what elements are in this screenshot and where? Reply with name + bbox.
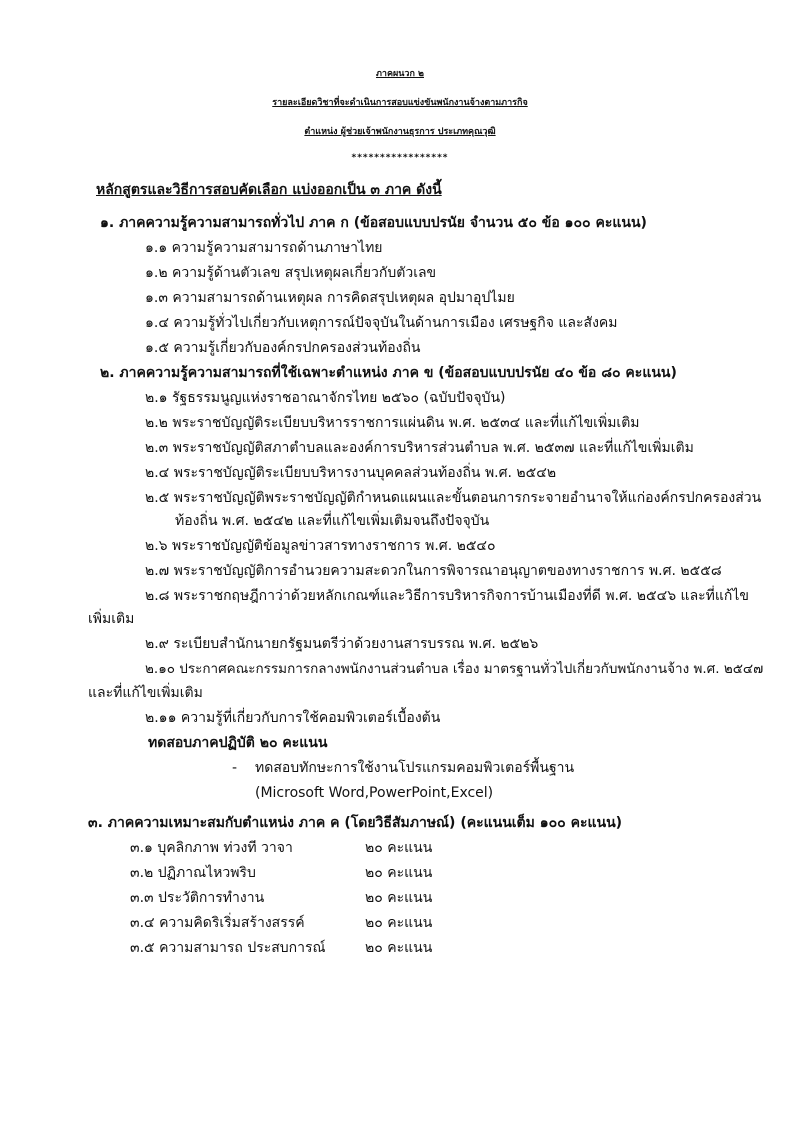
list-item: ๒.๑๑ ความรู้ที่เกี่ยวกับการใช้คอมพิวเตอร์เบื้องต้น xyxy=(145,710,441,726)
list-item: ๑.๓ ความสามารถด้านเหตุผล การคิดสรุปเหตุผล อุปมาอุปไมย xyxy=(145,290,515,306)
practical-software: (Microsoft Word,PowerPoint,Excel) xyxy=(255,785,494,801)
list-item: ๒.๓ พระราชบัญญัติสภาตำบลและองค์การบริหารส่วนตำบล พ.ศ. ๒๕๓๗ และที่แก้ไขเพิ่มเติม xyxy=(145,440,694,456)
criteria-score: ๒๐ คะแนน xyxy=(365,915,433,931)
intro-heading: หลักสูตรและวิธีการสอบคัดเลือก แบ่งออกเป็น ๓ ภาค ดังนี้ xyxy=(96,182,442,198)
section1-heading: ๑. ภาคความรู้ความสามารถทั่วไป ภาค ก (ข้อสอบแบบปรนัย จำนวน ๕๐ ข้อ ๑๐๐ คะแนน) xyxy=(100,215,647,231)
star-divider: ***************** xyxy=(351,153,449,163)
list-item-continuation: และที่แก้ไขเพิ่มเติม xyxy=(88,685,203,701)
criteria-label: ๓.๒ ปฏิภาณไหวพริบ xyxy=(130,865,256,881)
list-item: ๒.๔ พระราชบัญญัติระเบียบบริหารงานบุคคลส่วนท้องถิ่น พ.ศ. ๒๕๔๒ xyxy=(145,465,557,481)
practical-heading: ทดสอบภาคปฏิบัติ ๒๐ คะแนน xyxy=(148,735,328,751)
list-item: ๑.๔ ความรู้ทั่วไปเกี่ยวกับเหตุการณ์ปัจจุบันในด้านการเมือง เศรษฐกิจ และสังคม xyxy=(145,315,618,331)
list-item: ๒.๕ พระราชบัญญัติพระราชบัญญัติกำหนดแผนและขั้นตอนการกระจายอำนาจให้แก่องค์กรปกครองส่วน xyxy=(145,490,762,506)
list-item: ๒.๘ พระราชกฤษฎีกาว่าด้วยหลักเกณฑ์และวิธีการบริหารกิจการบ้านเมืองที่ดี พ.ศ. ๒๕๔๖ และที่แก้ไข xyxy=(145,588,750,604)
list-item: ๒.๑ รัฐธรรมนูญแห่งราชอาณาจักรไทย ๒๕๖๐ (ฉบับปัจจุบัน) xyxy=(145,390,506,406)
list-item: ๒.๖ พระราชบัญญัติข้อมูลข่าวสารทางราชการ พ.ศ. ๒๕๔๐ xyxy=(145,538,496,554)
list-item: ๑.๒ ความรู้ด้านตัวเลข สรุปเหตุผลเกี่ยวกับตัวเลข xyxy=(145,265,437,281)
list-item-continuation: เพิ่มเติม xyxy=(88,611,135,627)
criteria-label: ๓.๕ ความสามารถ ประสบการณ์ xyxy=(130,940,326,956)
practical-item: ทดสอบทักษะการใช้งานโปรแกรมคอมพิวเตอร์พื้นฐาน xyxy=(255,760,575,776)
practical-dash: - xyxy=(232,760,238,776)
criteria-score: ๒๐ คะแนน xyxy=(365,865,433,881)
list-item: ๒.๒ พระราชบัญญัติระเบียบบริหารราชการแผ่นดิน พ.ศ. ๒๕๓๔ และที่แก้ไขเพิ่มเติม xyxy=(145,415,640,431)
exam-title: รายละเอียดวิชาที่จะดำเนินการสอบแข่งขันพนักงานจ้างตามภารกิจ xyxy=(272,98,528,108)
criteria-label: ๓.๔ ความคิดริเริ่มสร้างสรรค์ xyxy=(130,915,305,931)
criteria-score: ๒๐ คะแนน xyxy=(365,940,433,956)
criteria-label: ๓.๑ บุคลิกภาพ ท่วงที วาจา xyxy=(130,840,293,856)
list-item: ๒.๙ ระเบียบสำนักนายกรัฐมนตรีว่าด้วยงานสารบรรณ พ.ศ. ๒๕๒๖ xyxy=(145,636,539,652)
annex-title: ภาคผนวก ๒ xyxy=(375,69,424,79)
list-item: ๑.๑ ความรู้ความสามารถด้านภาษาไทย xyxy=(145,240,383,256)
criteria-score: ๒๐ คะแนน xyxy=(365,890,433,906)
position-title: ตำแหน่ง ผู้ช่วยเจ้าพนักงานธุรการ ประเภทคุณวุฒิ xyxy=(304,127,496,137)
list-item-continuation: ท้องถิ่น พ.ศ. ๒๕๔๒ และที่แก้ไขเพิ่มเติมจนถึงปัจจุบัน xyxy=(175,513,490,529)
list-item: ๒.๑๐ ประกาศคณะกรรมการกลางพนักงานส่วนตำบล เรื่อง มาตรฐานทั่วไปเกี่ยวกับพนักงานจ้าง พ.ศ. ๒๕๔๗ xyxy=(145,661,764,677)
section3-heading: ๓. ภาคความเหมาะสมกับตำแหน่ง ภาค ค (โดยวิธีสัมภาษณ์) (คะแนนเต็ม ๑๐๐ คะแนน) xyxy=(88,815,623,831)
criteria-label: ๓.๓ ประวัติการทำงาน xyxy=(130,890,265,906)
section2-heading: ๒. ภาคความรู้ความสามารถที่ใช้เฉพาะตำแหน่ง ภาค ข (ข้อสอบแบบปรนัย ๔๐ ข้อ ๘๐ คะแนน) xyxy=(100,365,677,381)
criteria-score: ๒๐ คะแนน xyxy=(365,840,433,856)
list-item: ๒.๗ พระราชบัญญัติการอำนวยความสะดวกในการพิจารณาอนุญาตของทางราชการ พ.ศ. ๒๕๕๘ xyxy=(145,563,722,579)
list-item: ๑.๕ ความรู้เกี่ยวกับองค์กรปกครองส่วนท้องถิ่น xyxy=(145,340,421,356)
